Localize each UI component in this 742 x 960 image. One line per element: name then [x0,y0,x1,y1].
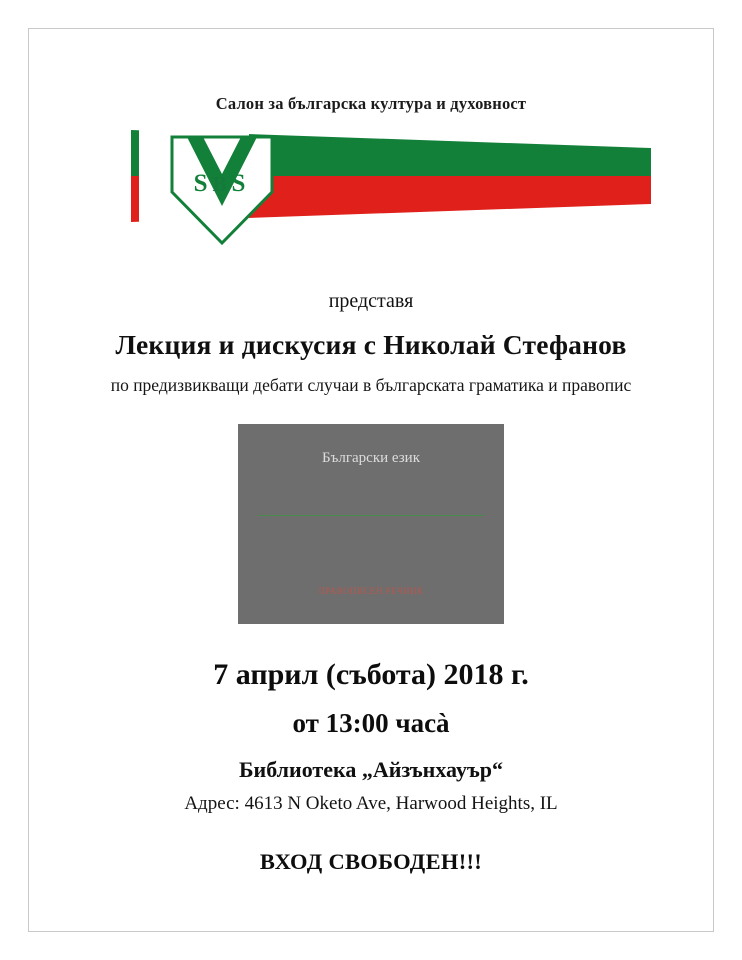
book-cover-image [238,424,504,624]
poster-content [60,60,682,875]
free-entry-notice: ВХОД СВОБОДЕН!!! [259,848,483,874]
organization-title: Салон за българска култура и духовност [215,94,527,113]
event-date: 7 април (събота) 2018 г. [213,657,529,691]
event-venue: Библиотека „Айзънхауър“ [239,756,503,782]
book-cover-title: Български език [322,449,420,466]
emblem-letters [169,170,275,198]
lecture-subtitle: по предизвикващи дебати случаи в българската граматика и правопис [110,375,632,395]
book-cover-caption: ПРАВОПИСЕН РЕЧНИК [318,585,424,596]
logo-block [91,72,651,262]
book-cover-divider [258,515,484,516]
event-address: Адрес: 4613 N Oketo Ave, Harwood Heights, IL [184,792,558,814]
emblem-letter-middle: B [212,172,232,196]
emblem-icon [169,134,275,246]
presents-text: представя [328,290,414,312]
emblem-letter-left: S [193,170,213,197]
lecture-title: Лекция и дискусия с Николай Стефанов [115,329,627,360]
event-time: от 13:00 часà [292,707,450,738]
emblem-letter-right: S [231,170,251,197]
